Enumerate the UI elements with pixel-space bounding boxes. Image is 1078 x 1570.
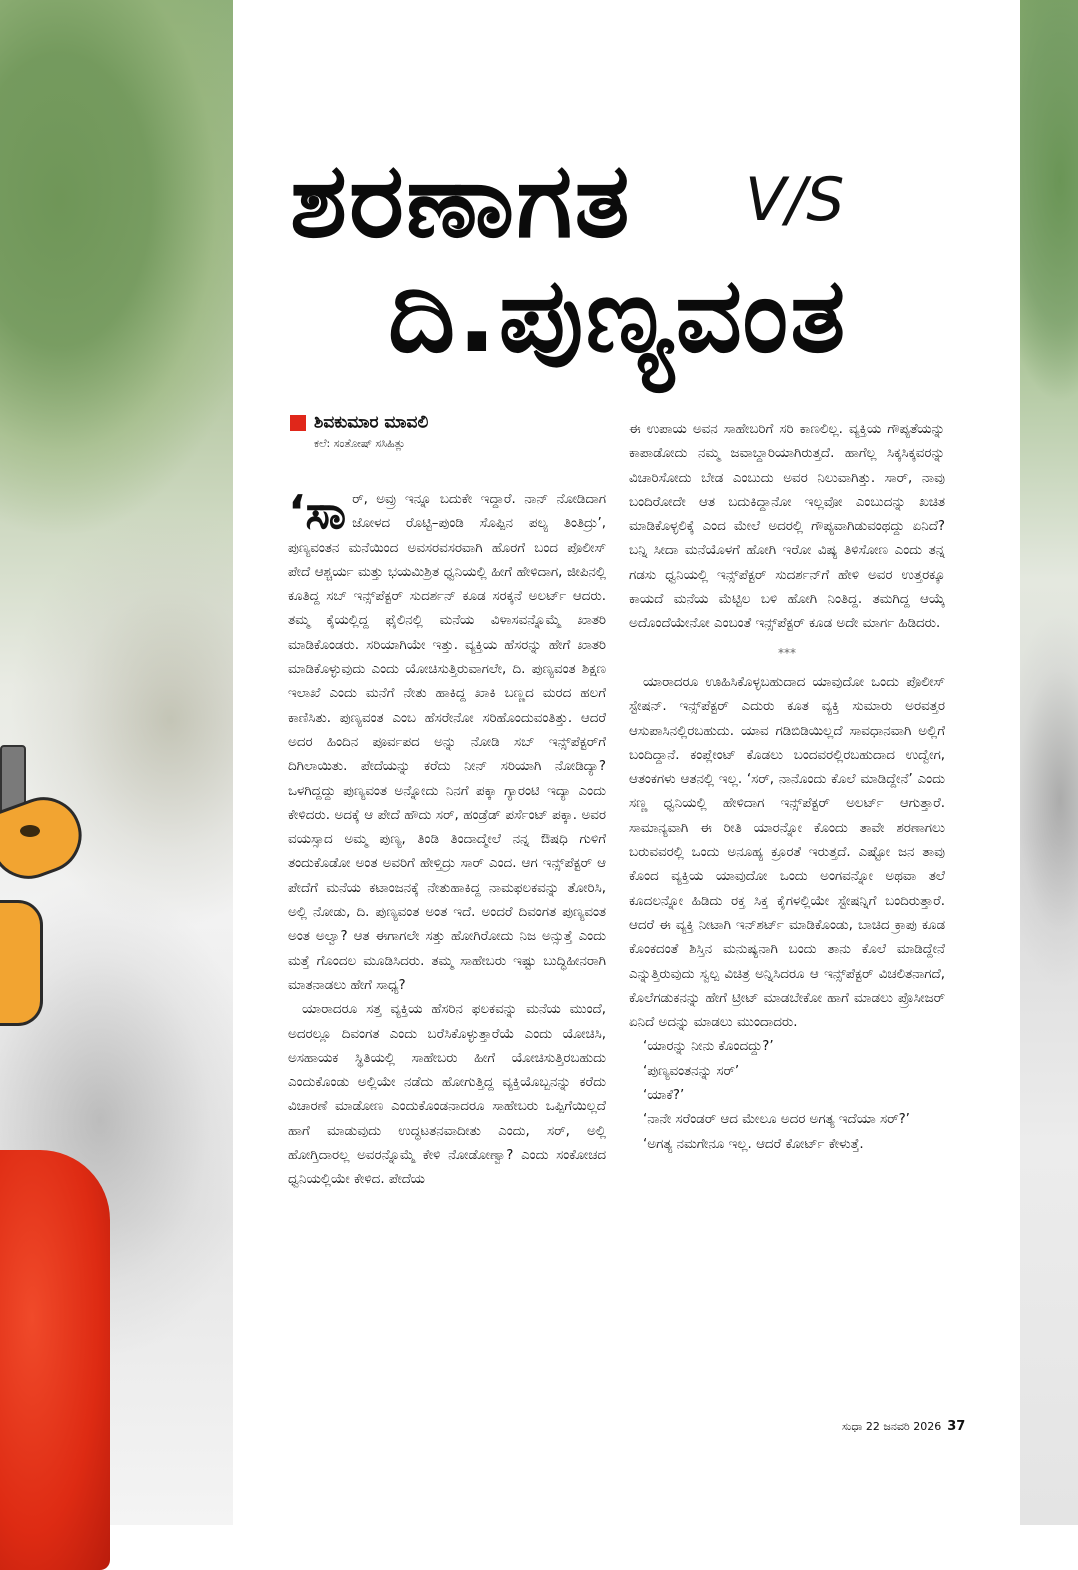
- byline: [290, 412, 428, 451]
- article-column-left: [288, 485, 606, 1193]
- headline-vs: V/S: [745, 165, 845, 235]
- section-separator: ***: [778, 645, 796, 660]
- dialogue-line: ‘ನಾನೇ ಸರೆಂಡರ್ ಆದ ಮೇಲೂ ಅದರ ಅಗತ್ಯ ಇದೆಯಾ ಸರ್?’: [643, 1112, 910, 1128]
- paragraph-text: ರ್, ಅವ್ರು ಇನ್ನೂ ಬದುಕೇ ಇದ್ದಾರೆ. ನಾನ್ ನೋಡಿದಾಗ ಜೋಳದ ರೊಟ್ಟಿ–ಪುಂಡಿ ಸೊಪ್ಪಿನ ಪಲ್ಯ ತಿಂತಿದ್ರು’, ಪುಣ್ಯವಂತನ ಮನೆಯಿಂದ ಅವಸರವಸರವಾಗಿ ಹೊರಗೆ ಬಂದ ಪೊಲೀಸ್ ಪೇದೆ ಆಶ್ಚರ್ಯ ಮತ್ತು ಭಯಮಿಶ್ರಿತ ಧ್ವನಿಯಲ್ಲಿ ಹೀಗೆ ಹೇಳಿದಾಗ, ಜೀಪಿನಲ್ಲಿ ಕೂತಿದ್ದ ಸಬ್ ಇನ್ಸ್‌ಪೆಕ್ಟರ್ ಸುದರ್ಶನ್ ಕೂಡ ಸರಕ್ಕನೆ ಅಲರ್ಟ್ ಆದರು. ತಮ್ಮ ಕೈಯಲ್ಲಿದ್ದ ಫೈಲಿನಲ್ಲಿ ಮನೆಯ ವಿಳಾಸವನ್ನೊಮ್ಮೆ ಖಾತರಿ ಮಾಡಿಕೊಂಡರು. ಸರಿಯಾಗಿಯೇ ಇತ್ತು. ವ್ಯಕ್ತಿಯ ಹೆಸರನ್ನು ಹೇಗೆ ಖಾತರಿ ಮಾಡಿಕೊಳ್ಳುವುದು ಎಂದು ಯೋಚಿಸುತ್ತಿರುವಾಗಲೇ, ದಿ. ಪುಣ್ಯವಂತ ಶಿಕ್ಷಣ ಇಲಾಖೆ ಎಂದು ಮನೆಗೆ ನೇತು ಹಾಕಿದ್ದ ಖಾಕಿ ಬಣ್ಣದ ಮರದ ಹಲಗೆ ಕಾಣಿಸಿತು. ಪುಣ್ಯವಂತ ಎಂಬ ಹೆಸರೇನೋ ಸರಿಹೊಂದುವಂತಿತ್ತು. ಆದರೆ ಅದರ ಹಿಂದಿನ ಪೂರ್ವಪದ ಅನ್ನು ನೋಡಿ ಸಬ್ ಇನ್ಸ್‌ಪೆಕ್ಟರ್‌ಗೆ ದಿಗಿಲಾಯಿತು. ಪೇದೆಯನ್ನು ಕರೆದು ನೀನ್ ಸರಿಯಾಗಿ ನೋಡಿದ್ಯಾ? ಒಳಗಿದ್ದದ್ದು ಪುಣ್ಯವಂತ ಅನ್ನೋದು ನಿನಗೆ ಪಕ್ಕಾ ಗ್ಯಾರಂಟಿ ಇದ್ಯಾ ಎಂದು ಕೇಳಿದರು. ಅದಕ್ಕೆ ಆ ಪೇದೆ ಹೌದು ಸರ್, ಹಂಡ್ರೆಡ್ ಪರ್ಸೆಂಟ್ ಪಕ್ಕಾ. ಅವರ ವಯಸ್ಸಾದ ಅಮ್ಮ ಪುಣ್ಯ, ತಿಂಡಿ ತಿಂದಾದ್ಮೇಲೆ ನನ್ನ ಔಷಧಿ ಗುಳಿಗೆ ತಂದುಕೊಡೋ ಅಂತ ಅವರಿಗೆ ಹೇಳ್ತಿದ್ರು ಸಾರ್ ಎಂದ. ಆಗ ಇನ್ಸ್‌ಪೆಕ್ಟರ್ ಆ ಪೇದೆಗೆ ಮನೆಯ ಕಟಾಂಜನಕ್ಕೆ ನೇತುಹಾಕಿದ್ದ ನಾಮಫಲಕವನ್ನು ತೋರಿಸಿ, ಅಲ್ಲಿ ನೋಡು, ದಿ. ಪುಣ್ಯವಂತ ಅಂತ ಇದೆ. ಅಂದರೆ ದಿವಂಗತ ಪುಣ್ಯವಂತ ಅಂತ ಅಲ್ವಾ? ಆತ ಈಗಾಗಲೇ ಸತ್ತು ಹೋಗಿರೋದು ನಿಜ ಅನ್ಸುತ್ತೆ ಎಂದು ಮತ್ತೆ ಗೊಂದಲ ಮೂಡಿಸಿದರು. ತಮ್ಮ ಸಾಹೇಬರು ಇಷ್ಟು ಬುದ್ಧಿಹೀನರಾಗಿ ಮಾತನಾಡಲು ಹೇಗೆ ಸಾಧ್ಯ?: [288, 492, 606, 993]
- article-paragraph: ಯಾರಾದರೂ ಊಹಿಸಿಕೊಳ್ಳಬಹುದಾದ ಯಾವುದೋ ಒಂದು ಪೊಲೀಸ್ ಸ್ಟೇಷನ್. ಇನ್ಸ್‌ಪೆಕ್ಟರ್ ಎದುರು ಕೂತ ವ್ಯಕ್ತಿ ಸುಮಾರು ಅರವತ್ತರ ಆಸುಪಾಸಿನಲ್ಲಿರಬಹುದು. ಯಾವ ಗಡಿಬಿಡಿಯಿಲ್ಲದೆ ಸಾವಧಾನವಾಗಿ ಅಲ್ಲಿಗೆ ಬಂದಿದ್ದಾನೆ. ಕಂಪ್ಲೇಂಟ್ ಕೊಡಲು ಬಂದವರಲ್ಲಿರಬಹುದಾದ ಉದ್ವೇಗ, ಆತಂಕಗಳು ಆತನಲ್ಲಿ ಇಲ್ಲ. ‘ಸರ್, ನಾನೊಂದು ಕೊಲೆ ಮಾಡಿದ್ದೇನೆ’ ಎಂದು ಸಣ್ಣ ಧ್ವನಿಯಲ್ಲಿ ಹೇಳಿದಾಗ ಇನ್ಸ್‌ಪೆಕ್ಟರ್ ಅಲರ್ಟ್ ಆಗುತ್ತಾರೆ. ಸಾಮಾನ್ಯವಾಗಿ ಈ ರೀತಿ ಯಾರನ್ನೋ ಕೊಂದು ತಾವೇ ಶರಣಾಗಲು ಬರುವವರಲ್ಲಿ ಒಂದು ಅನೂಹ್ಯ ಕ್ರೂರತೆ ಇರುತ್ತದೆ. ಎಷ್ಟೋ ಜನ ತಾವು ಕೊಂದ ವ್ಯಕ್ತಿಯ ಯಾವುದೋ ಒಂದು ಅಂಗವನ್ನೋ ಅಥವಾ ತಲೆ ಕೂದಲನ್ನೋ ಹಿಡಿದು ರಕ್ತ ಸಿಕ್ತ ಕೈಗಳಲ್ಲಿಯೇ ಸ್ಟೇಷನ್ನಿಗೆ ಬಂದಿರುತ್ತಾರೆ. ಆದರೆ ಈ ವ್ಯಕ್ತಿ ನೀಟಾಗಿ ಇನ್‌ಶರ್ಟ್ ಮಾಡಿಕೊಂಡು, ಬಾಚಿದ ಕ್ರಾಪು ಕೂಡ ಕೊಂಕದಂತೆ ಶಿಸ್ತಿನ ಮನುಷ್ಯನಾಗಿ ಬಂದು ತಾನು ಕೊಲೆ ಮಾಡಿದ್ದೇನೆ ಎನ್ನುತ್ತಿರುವುದು ಸ್ವಲ್ಪ ವಿಚಿತ್ರ ಅನ್ನಿಸಿದರೂ ಆ ಇನ್ಸ್‌ಪೆಕ್ಟರ್ ವಿಚಲಿತನಾಗದೆ, ಕೊಲೆಗಡುಕನನ್ನು ಹೇಗೆ ಟ್ರೀಟ್ ಮಾಡಬೇಕೋ ಹಾಗೆ ಮಾಡಲು ಪ್ರೊಸೀಜರ್ ಏನಿದೆ ಅದನ್ನು ಮಾಡಲು ಮುಂದಾದರು.: [629, 674, 945, 1031]
- illustration-red-shape: [0, 1150, 110, 1570]
- dialogue-line: ‘ಪುಣ್ಯವಂತನನ್ನು ಸರ್’: [643, 1063, 740, 1079]
- drop-cap: ‘ಸಾ: [288, 485, 347, 539]
- dialogue-line: ‘ಯಾಕೆ?’: [643, 1088, 685, 1104]
- article-paragraph: ಈ ಉಪಾಯ ಅವನ ಸಾಹೇಬರಿಗೆ ಸರಿ ಕಾಣಲಿಲ್ಲ. ವ್ಯಕ್ತಿಯ ಗೌಪ್ಯತೆಯನ್ನು ಕಾಪಾಡೋದು ನಮ್ಮ ಜವಾಬ್ದಾರಿಯಾಗಿರುತ್ತದೆ. ಹಾಗೆಲ್ಲ ಸಿಕ್ಕಸಿಕ್ಕವರನ್ನು ವಿಚಾರಿಸೋದು ಬೇಡ ಎಂಬುದು ಅವರ ನಿಲುವಾಗಿತ್ತು. ಸಾರ್, ನಾವು ಬಂದಿರೋದೇ ಆತ ಬದುಕಿದ್ದಾನೋ ಇಲ್ಲವೋ ಎಂಬುದನ್ನು ಖಚಿತ ಮಾಡಿಕೊಳ್ಳಲಿಕ್ಕೆ ಎಂದ ಮೇಲೆ ಅದರಲ್ಲಿ ಗೌಪ್ಯವಾಗಿಡುವಂಥದ್ದು ಏನಿದೆ? ಬನ್ನಿ ಸೀದಾ ಮನೆಯೊಳಗೆ ಹೋಗಿ ಇರೋ ವಿಷ್ಯ ತಿಳಿಸೋಣ ಎಂದು ತನ್ನ ಗಡಸು ಧ್ವನಿಯಲ್ಲಿ ಇನ್ಸ್‌ಪೆಕ್ಟರ್ ಸುದರ್ಶನ್‌ಗೆ ಹೇಳಿ ಅವರ ಉತ್ತರಕ್ಕೂ ಕಾಯದೆ ಮನೆಯ ಮೆಟ್ಟಿಲ ಬಳಿ ಹೋಗಿ ನಿಂತಿದ್ದ. ತಮಗಿದ್ದ ಆಯ್ಕೆ ಅದೊಂದೆಯೇನೋ ಎಂಬಂತೆ ಇನ್ಸ್‌ಪೆಕ್ಟರ್ ಕೂಡ ಅದೇ ಮಾರ್ಗ ಹಿಡಿದರು.: [629, 422, 945, 632]
- right-background-wash: [1020, 0, 1078, 1525]
- illustration-eye: [20, 825, 40, 837]
- article-column-right: [629, 418, 945, 1157]
- dialogue-line: ‘ಯಾರನ್ನು ನೀನು ಕೊಂದದ್ದು?’: [643, 1039, 774, 1055]
- page-footer: [842, 1419, 965, 1434]
- headline-line2: ದಿ.ಪುಣ್ಯವಂತ: [388, 254, 848, 376]
- red-square-marker: [290, 415, 306, 431]
- illustration-orange-body: [0, 900, 43, 1026]
- article-paragraph: [288, 485, 606, 998]
- page-number: 37: [947, 1419, 966, 1434]
- author-name: ಶಿವಕುಮಾರ ಮಾವಲಿ: [314, 412, 429, 433]
- art-credit: ಕಲೆ: ಸಂತೋಷ್ ಸಸಿಹಿತ್ಲು: [314, 436, 406, 450]
- issue-info: ಸುಧಾ 22 ಜನವರಿ 2026: [842, 1420, 942, 1433]
- dialogue-line: ‘ಅಗತ್ಯ ನಮಗೇನೂ ಇಲ್ಲ. ಆದರೆ ಕೋರ್ಟ್ ಕೇಳುತ್ತೆ.: [643, 1136, 864, 1152]
- article-paragraph: ಯಾರಾದರೂ ಸತ್ತ ವ್ಯಕ್ತಿಯ ಹೆಸರಿನ ಫಲಕವನ್ನು ಮನೆಯ ಮುಂದೆ, ಅದರಲ್ಲೂ ದಿವಂಗತ ಎಂದು ಬರೆಸಿಕೊಳ್ಳುತ್ತಾರೆಯೆ ಎಂದು ಯೋಚಿಸಿ, ಅಸಹಾಯಕ ಸ್ಥಿತಿಯಲ್ಲಿ ಸಾಹೇಬರು ಹೀಗೆ ಯೋಚಿಸುತ್ತಿರಬಹುದು ಎಂದುಕೊಂಡು ಅಲ್ಲಿಯೇ ನಡೆದು ಹೋಗುತ್ತಿದ್ದ ವ್ಯಕ್ತಿಯೊಬ್ಬನನ್ನು ಕರೆದು ವಿಚಾರಣೆ ಮಾಡೋಣ ಎಂದುಕೊಂಡನಾದರೂ ಸಾಹೇಬರು ಒಪ್ಪಿಗೆಯಿಲ್ಲದೆ ಹಾಗೆ ಮಾಡುವುದು ಉದ್ಧಟತನವಾದೀತು ಎಂದು, ಸರ್, ಅಲ್ಲಿ ಹೋಗ್ತಿದಾರಲ್ಲ ಅವರನ್ನೊಮ್ಮೆ ಕೇಳಿ ನೋಡೋಣ್ವಾ? ಎಂದು ಸಂಕೋಚದ ಧ್ವನಿಯಲ್ಲಿಯೇ ಕೇಳಿದ. ಪೇದೆಯ: [288, 1002, 606, 1188]
- headline-line1: ಶರಣಾಗತ: [290, 139, 632, 261]
